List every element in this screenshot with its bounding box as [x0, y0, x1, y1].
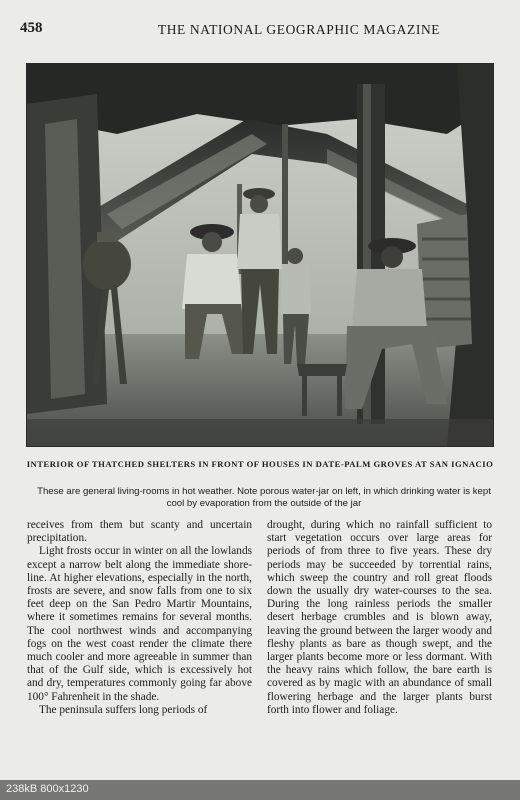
- paragraph: receives from them but scanty and uncertain precipitation.: [27, 519, 252, 545]
- file-info: 238kB 800x1230: [6, 783, 89, 795]
- text-column-left: [27, 519, 252, 764]
- paragraph: The peninsula suffers long periods of: [39, 703, 208, 716]
- image-info-bar: [0, 780, 520, 800]
- article-body: [27, 519, 497, 764]
- paragraph: Light frosts occur in winter on all the lowlands except a narrow belt along the immediate shore-line. At higher elevations, especially in the north, frosts are severe, and snow falls from one to six feet deep on the San Pedro Martir Mountains, where it sometimes remains for several months. The cool northwest winds and accompanying fogs on the west coast render the climate there much cooler and more agreeable in summer than that of the Gulf side, which is excessively hot and dry, temperatures commonly going far above 100° Fahrenheit in the shade.: [27, 545, 252, 703]
- photo-caption-text: These are general living-rooms in hot weather. Note porous water-jar on left, in which drinking water is kept cool by evaporation from the outside of the jar: [37, 486, 491, 509]
- page-number: 458: [20, 20, 43, 36]
- photo-caption-title: INTERIOR OF THATCHED SHELTERS IN FRONT OF HOUSES IN DATE-PALM GROVES AT SAN IGNACIO: [26, 459, 494, 469]
- photograph-thatched-shelter-icon: [27, 64, 493, 446]
- running-title: THE NATIONAL GEOGRAPHIC MAGAZINE: [157, 22, 441, 37]
- page-header: [20, 20, 498, 42]
- text-column-right: [267, 519, 492, 764]
- paragraph: drought, during which no rainfall sufficient to start vegetation occurs over large areas for periods of from three to five years. These dry periods may be succeeded by torrential rains, which sweep the country and roll great floods down the usually dry water-courses to the sea. During the long rainless periods the smaller desert herbage crumbles and is blown away, leaving the ground between the larger woody and fleshy plants as bare as though swept, and the larger plants become more or less dormant. With the heavy rains which follow, the bare earth is covered as by magic with an abundance of small flowering herbage and the larger plants burst forth into flower and foliage.: [267, 519, 492, 716]
- photograph: [27, 64, 493, 446]
